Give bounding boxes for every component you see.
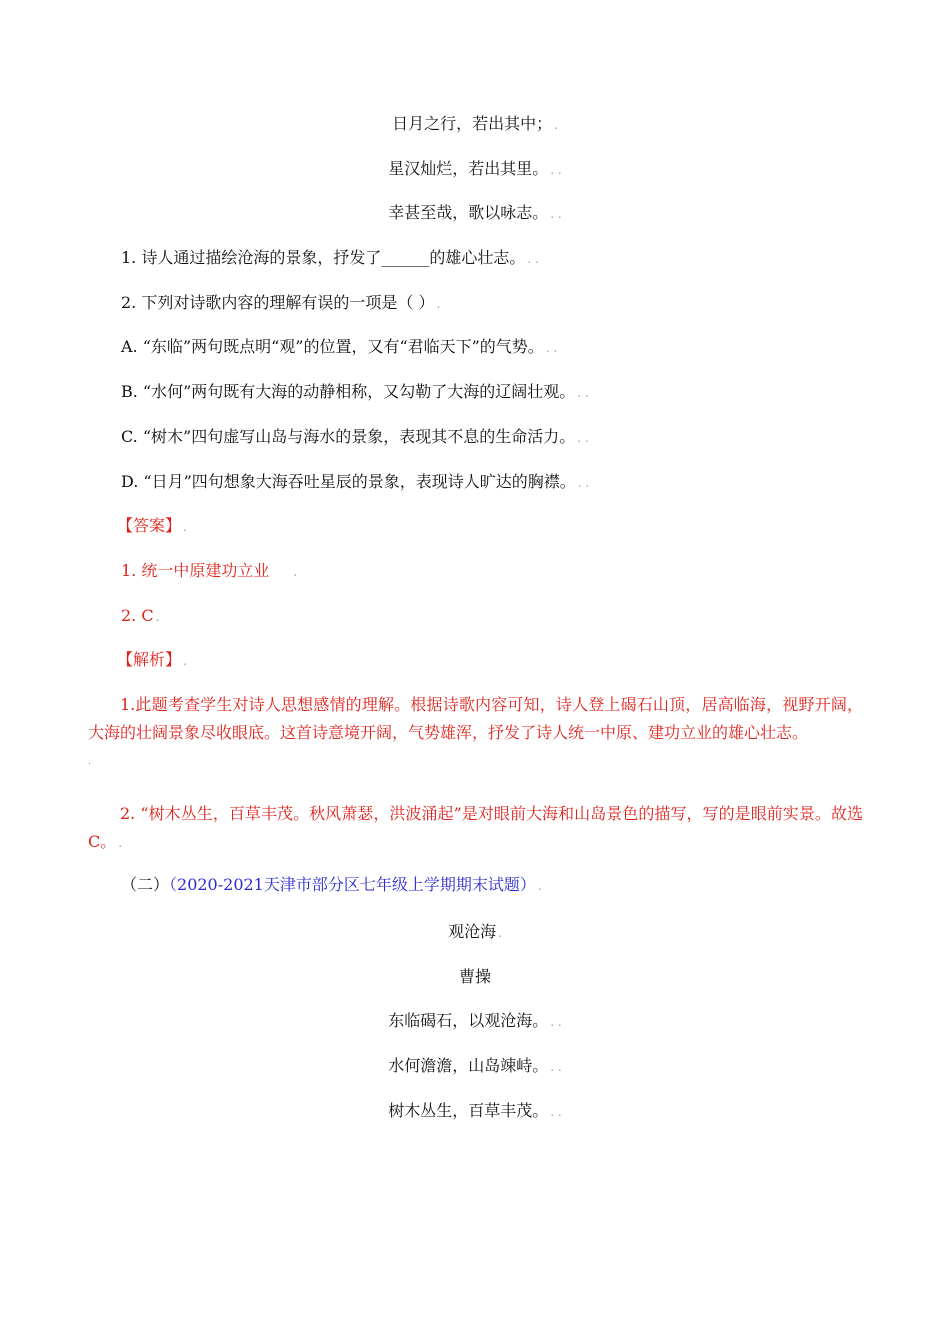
poem-line-3: 幸甚至哉，歌以咏志。 . . [388, 203, 562, 222]
answer-1: 1. 统一中原建功立业 . [121, 561, 298, 580]
question-1: 1. 诗人通过描绘沧海的景象，抒发了______的雄心壮志。 . . [121, 248, 539, 267]
poem2-line-1: 东临碣石，以观沧海。 . . [388, 1011, 562, 1030]
section-2-heading: （二）（2020-2021天津市部分区七年级上学期期末试题） . [121, 875, 542, 894]
answer-heading: 【答案】 . [117, 516, 187, 535]
option-b: B. “水何”两句既有大海的动静相称，又勾勒了大海的辽阔壮观。 . . [121, 382, 589, 401]
analysis-paragraph-1: 1.此题考查学生对诗人思想感情的理解。根据诗歌内容可知，诗人登上碣石山顶，居高临海，视野开阔，大海的壮阔景象尽收眼底。这首诗意境开阔，气势雄浑，抒发了诗人统一中原、建功立业的雄心壮志。 [88, 695, 863, 742]
poem-line-1: 日月之行，若出其中； . [392, 114, 558, 133]
poem-title: 观沧海 . [448, 922, 502, 941]
section-2-label: （二） [121, 875, 170, 894]
poem-line-2: 星汉灿烂，若出其里。 . . [388, 159, 562, 178]
answer-2: 2. C . [121, 606, 160, 625]
analysis-paragraph-2: 2. “树木丛生，百草丰茂。秋风萧瑟，洪波涌起”是对眼前大海和山岛景色的描写，写的是眼前实景。故选C。 . [88, 804, 863, 851]
option-c: C. “树木”四句虚写山岛与海水的景象，表现其不息的生命活力。 . . [121, 427, 589, 446]
poem2-line-2: 水何澹澹，山岛竦峙。 . . [388, 1056, 562, 1075]
analysis-heading: 【解析】 . [117, 650, 187, 669]
option-d: D. “日月”四句想象大海吞吐星辰的景象，表现诗人旷达的胸襟。 . . [121, 472, 590, 491]
question-2: 2. 下列对诗歌内容的理解有误的一项是（ ） . [121, 293, 441, 312]
stray-mark: . [88, 756, 92, 767]
poem2-line-3: 树木丛生，百草丰茂。 . . [388, 1101, 562, 1120]
section-2-source: （2020-2021天津市部分区七年级上学期期末试题） [169, 875, 536, 894]
poem-author: 曹操 [458, 967, 491, 986]
option-a: A. “东临”两句既点明“观”的位置，又有“君临天下”的气势。 . . [121, 337, 558, 356]
